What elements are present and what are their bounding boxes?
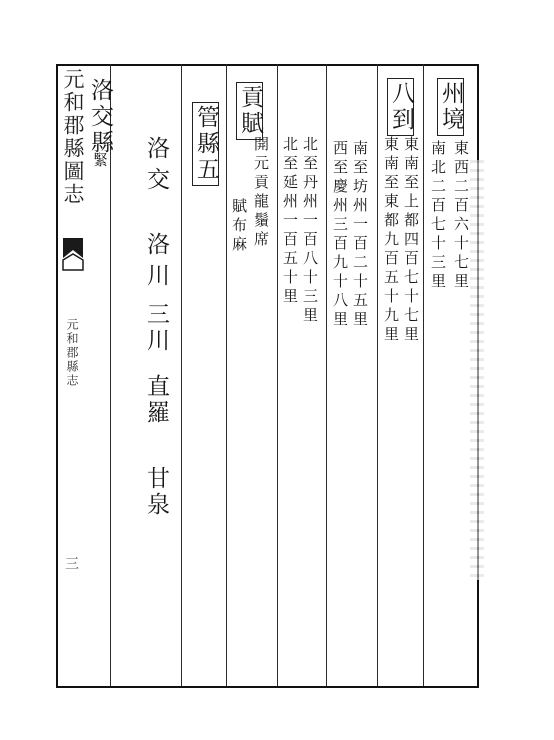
zhou-jing-east-west: 東西二百六十七里 <box>452 140 470 292</box>
zhou-jing-heading: 州境 <box>437 78 464 138</box>
county-list-line: 直羅 <box>143 374 169 426</box>
column-rule <box>110 64 111 686</box>
column-rule <box>181 64 182 686</box>
ba-dao-line: 北至丹州一百八十三里 <box>301 136 319 326</box>
book-title: 元和郡縣圖志 <box>61 68 85 206</box>
gong-fu-heading: 貢賦 <box>236 82 263 142</box>
column-rule <box>423 64 424 686</box>
scan-gutter-shadow <box>470 160 484 580</box>
frame-bottom-rule <box>56 686 478 688</box>
guan-xian-heading: 管縣五 <box>192 102 219 188</box>
gong-fu-tax: 賦布麻 <box>230 198 248 255</box>
county-rank-note: 緊 <box>91 152 109 171</box>
county-list-line: 三川 <box>143 302 169 354</box>
ba-dao-line: 東南至上都四百七十七里 <box>402 136 420 345</box>
ba-dao-line: 南至坊州一百二十五里 <box>351 140 369 330</box>
county-list-line: 洛交 洛川 <box>143 136 169 294</box>
ba-dao-heading: 八到 <box>387 78 414 138</box>
column-rule <box>277 64 278 686</box>
zhou-jing-north-south: 南北二百七十三里 <box>429 140 447 292</box>
gong-fu-tribute: 開元貢龍鬚席 <box>252 136 270 250</box>
page-number: 三 <box>63 556 79 570</box>
column-rule <box>326 64 327 686</box>
ba-dao-line: 西至慶州三百九十八里 <box>331 140 349 330</box>
binding-edge-rule <box>56 66 58 686</box>
column-rule <box>226 64 227 686</box>
ba-dao-line: 東南至東都九百五十九里 <box>382 136 400 345</box>
fish-tail-mark-icon <box>60 236 86 272</box>
column-rule <box>377 64 378 686</box>
ba-dao-line: 北至延州一百五十里 <box>281 136 299 307</box>
running-title: 元和郡縣志 <box>65 318 79 388</box>
county-list-line: 甘泉 <box>143 466 169 518</box>
luojiao-county-heading: 洛交縣 <box>87 78 113 156</box>
frame-top-rule <box>56 64 478 66</box>
